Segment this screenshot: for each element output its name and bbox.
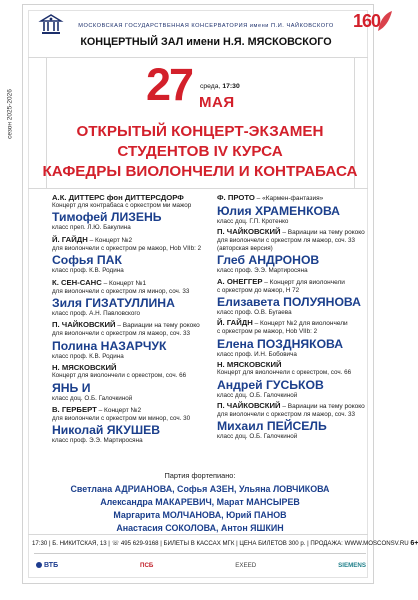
pianists-line-4: Анастасия СОКОЛОВА, Антон ЯШКИН xyxy=(116,523,284,533)
work-title-inline: – Концерт №1 xyxy=(101,279,147,287)
program-entry xyxy=(52,405,214,445)
work-description: Концерт для контрабаса с оркестром ми мажор xyxy=(52,202,192,209)
program-entry xyxy=(217,277,367,317)
composer-name xyxy=(217,318,367,328)
program-entry xyxy=(52,278,214,318)
performer-name: Елизавета ПОЛУЯНОВА xyxy=(217,295,361,310)
anniversary-leaf-icon xyxy=(376,9,394,33)
work-description: для виолончели с оркестром ре мажор, Hob VIIb: 2 xyxy=(52,244,202,252)
composer-name xyxy=(52,193,214,202)
work-title-inline: – Вариации на тему рококо xyxy=(280,229,365,237)
hall-name: КОНЦЕРТНЫЙ ЗАЛ имени Н.Я. МЯСКОВСКОГО xyxy=(80,36,332,48)
age-rating: 6+ xyxy=(410,540,418,547)
sponsor-logo-icon xyxy=(36,562,42,568)
work-description: (авторская версия) xyxy=(217,244,273,252)
work-description: Концерт для виолончели с оркестром, соч. 66 xyxy=(217,369,352,377)
composer-name xyxy=(217,360,367,369)
performer-name: Зиля ГИЗАТУЛЛИНА xyxy=(52,296,175,311)
work-description: для виолончели с оркестром ля мажор, соч. 33 xyxy=(52,330,191,338)
performer-name: Андрей ГУСЬКОВ xyxy=(217,377,324,392)
concert-day: 27 xyxy=(146,59,193,110)
teacher-class: класс преп. Л.Ю. Бакулина xyxy=(52,224,131,232)
composer-text: Н. МЯСКОВСКИЙ xyxy=(217,360,282,370)
performer-name: Елена ПОЗДНЯКОВА xyxy=(217,336,344,351)
anniversary-badge xyxy=(353,8,397,38)
sponsor-logo: SIEMENS xyxy=(338,561,366,569)
work-title-inline: – Концерт №2 для виолончели xyxy=(252,320,348,328)
composer-text: К. СЕН-САНС xyxy=(52,277,102,287)
performer-name: Юлия ХРАМЕНКОВА xyxy=(217,204,340,218)
performer-name: Николай ЯКУШЕВ xyxy=(52,423,161,438)
composer-name xyxy=(217,227,367,237)
divider-line xyxy=(28,57,368,58)
teacher-class: класс доц. О.Б. Галочкиной xyxy=(217,391,298,399)
composer-text: А.К. ДИТТЕРС фон ДИТТЕРСДОРФ xyxy=(52,193,184,202)
program-left-column xyxy=(52,193,214,445)
teacher-class: класс проф. А.Н. Павловского xyxy=(52,310,141,318)
work-title-inline: – Вариации на тему рококо xyxy=(280,403,365,411)
composer-text: Ф. ПРОТО xyxy=(217,193,255,202)
teacher-class: класс проф. Э.Э. Мартиросяна xyxy=(217,267,308,275)
pianists-line-2: Александра МАКАРЕВИЧ, Марат МАНСЫРЕВ xyxy=(100,497,300,507)
program-entry xyxy=(52,193,214,232)
teacher-class: класс проф. К.В. Родина xyxy=(52,267,124,275)
teacher-class: класс проф. Э.Э. Мартиросяна xyxy=(52,437,143,445)
program-entry xyxy=(52,320,214,360)
start-time: 17:30 xyxy=(222,83,240,90)
pianists-line-1: Светлана АДРИАНОВА, Софья АЗЕН, Ульяна ЛОВЧИКОВА xyxy=(70,484,330,494)
work-description: для виолончели с оркестром ми минор, соч. 30 xyxy=(52,415,191,423)
performer-name: Софья ПАК xyxy=(52,253,122,268)
composer-name xyxy=(217,193,367,203)
teacher-class: класс доц. О.Б. Галочкиной xyxy=(217,433,298,441)
concert-month: МАЯ xyxy=(199,94,235,111)
teacher-class: класс доц. Г.П. Кротенко xyxy=(217,218,289,225)
teacher-class: класс проф. О.В. Бугаева xyxy=(217,309,292,317)
weekday: среда, xyxy=(200,83,221,90)
composer-text: Й. ГАЙДН xyxy=(52,234,88,244)
composer-text: Н. МЯСКОВСКИЙ xyxy=(52,363,117,373)
work-description: для виолончели с оркестром ля мажор, соч. 33 xyxy=(217,411,356,419)
program-entry xyxy=(217,401,367,441)
title-line-3: КАФЕДРЫ ВИОЛОНЧЕЛИ И КОНТРАБАСА xyxy=(42,163,358,180)
season-label xyxy=(2,86,18,142)
sponsor-divider xyxy=(34,553,366,554)
program-entry xyxy=(217,360,367,399)
work-description: с оркестром до мажор, H 72 xyxy=(217,286,300,294)
title-line-2: СТУДЕНТОВ IV КУРСА xyxy=(117,143,283,160)
composer-text: П. ЧАЙКОВСКИЙ xyxy=(52,320,116,330)
composer-name xyxy=(52,405,214,415)
season-text: сезон 2025-2026 xyxy=(6,89,14,139)
composer-name xyxy=(52,320,214,330)
teacher-class: класс проф. К.В. Родина xyxy=(52,352,124,360)
program-entry xyxy=(217,318,367,358)
composer-name xyxy=(217,277,367,287)
work-description: для виолончели с оркестром ля минор, соч. 33 xyxy=(52,287,190,295)
composer-text: П. ЧАЙКОВСКИЙ xyxy=(217,401,281,411)
composer-name xyxy=(52,363,214,372)
conservatory-name: МОСКОВСКАЯ ГОСУДАРСТВЕННАЯ КОНСЕРВАТОРИЯ имени П.И. ЧАЙКОВСКОГО xyxy=(78,23,334,29)
title-line-1: ОТКРЫТЫЙ КОНЦЕРТ-ЭКЗАМЕН xyxy=(76,123,324,140)
program-right-column xyxy=(217,193,367,441)
composer-text: Й. ГАЙДН xyxy=(217,318,253,328)
program-entry xyxy=(217,193,367,225)
divider-line xyxy=(28,188,368,189)
work-description: с оркестром ре мажор, Hob VIIb: 2 xyxy=(217,328,318,336)
program-entry xyxy=(52,363,214,402)
performer-name: Полина НАЗАРЧУК xyxy=(52,338,167,353)
pianists-line-3: Маргарита МОЛЧАНОВА, Юрий ПАНОВ xyxy=(113,510,287,520)
sponsor-strip xyxy=(36,558,366,572)
composer-name xyxy=(52,278,214,288)
performer-name: Тимофей ЛИЗЕНЬ xyxy=(52,210,162,225)
weekday-time xyxy=(200,83,240,90)
composer-name xyxy=(217,401,367,411)
piano-heading: Партия фортепиано: xyxy=(164,471,236,480)
composer-text: В. ГЕРБЕРТ xyxy=(52,405,97,415)
work-title-inline: – Концерт для виолончели xyxy=(262,278,345,286)
ticket-info-text: 17:30 | Б. НИКИТСКАЯ, 13 | ☏ 495 629-9168 | БИЛЕТЫ В КАССАХ МГК | ЦЕНА БИЛЕТОВ 300 р. | ПРОДАЖА: WWW.MOSCONSV.RU xyxy=(32,540,409,547)
performer-name: Михаил ПЕЙСЕЛЬ xyxy=(217,419,327,434)
program-entry xyxy=(217,227,367,274)
ticket-info xyxy=(32,540,418,547)
teacher-class: класс доц. О.Б. Галочкиной xyxy=(52,394,133,402)
sponsor-logo: EXEED xyxy=(235,561,257,569)
anniversary-number: 160 xyxy=(353,11,381,31)
work-title-inline: – Концерт №2 xyxy=(87,236,133,244)
teacher-class: класс проф. И.Н. Бобовича xyxy=(217,350,297,358)
work-description: Концерт для виолончели с оркестром, соч. 66 xyxy=(52,372,187,380)
work-description: для виолончели с оркестром ля мажор, соч. 33 xyxy=(217,237,356,245)
work-title-inline: – «Кармен-фантазия» xyxy=(254,195,324,202)
performer-name: Глеб АНДРОНОВ xyxy=(217,253,320,268)
program-entry xyxy=(52,235,214,275)
sponsor-logo: ВТБ xyxy=(36,562,58,569)
composer-text: П. ЧАЙКОВСКИЙ xyxy=(217,227,281,237)
performer-name: ЯНЬ И xyxy=(52,380,91,395)
work-title-inline: – Концерт №2 xyxy=(96,407,142,415)
work-title-inline: – Вариации на тему рококо xyxy=(115,322,200,330)
composer-name xyxy=(52,235,214,245)
divider-line xyxy=(28,534,368,535)
sponsor-logo: ПСБ xyxy=(140,561,154,569)
composer-text: А. ОНЕГГЕР xyxy=(217,276,263,286)
